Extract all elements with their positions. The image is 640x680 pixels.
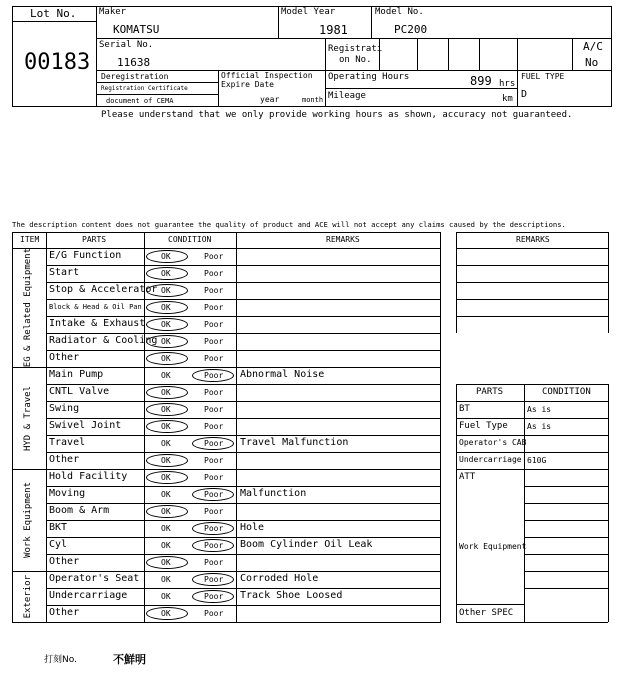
table-rule	[456, 248, 608, 249]
group-label: EG & Related Equipment	[23, 248, 33, 368]
year-label: year	[260, 95, 280, 104]
maker-value: KOMATSU	[113, 23, 160, 36]
table-rule	[608, 232, 609, 333]
serial-label: Serial No.	[99, 40, 154, 50]
remark-text: Travel Malfunction	[240, 437, 349, 448]
hrs-label: hrs	[499, 79, 516, 89]
table-rule	[12, 469, 440, 470]
stamp-label: 打刻No.	[44, 655, 77, 665]
table-rule	[46, 554, 440, 555]
table-rule	[456, 435, 608, 436]
remarks-column-header: REMARKS	[326, 235, 360, 244]
part-name: Boom & Arm	[49, 505, 110, 516]
remark-text: Hole	[240, 522, 265, 533]
poor-option[interactable]: Poor	[204, 337, 224, 346]
table-rule	[46, 418, 440, 419]
ok-selected-circle	[146, 420, 188, 433]
table-rule	[236, 232, 237, 623]
table-rule	[46, 350, 440, 351]
table-rule	[46, 537, 440, 538]
table-rule	[12, 232, 13, 623]
right-part-name: BT	[459, 404, 470, 414]
poor-option[interactable]: Poor	[204, 558, 224, 567]
poor-selected-circle	[192, 573, 234, 586]
table-rule	[456, 265, 608, 266]
right-part-name: Operator's CAB	[459, 438, 527, 447]
poor-option[interactable]: Poor	[204, 286, 224, 295]
right-condition-value: 610G	[527, 456, 547, 465]
table-rule	[456, 604, 524, 605]
inspection-label: Official Inspection	[221, 71, 313, 80]
ok-option[interactable]: OK	[161, 541, 171, 550]
ac-label: A/C	[583, 40, 603, 53]
part-name: Other	[49, 556, 80, 567]
ok-option[interactable]: OK	[161, 609, 171, 618]
group-label: Exterior	[23, 574, 33, 619]
maker-label: Maker	[99, 7, 127, 17]
part-name: Other	[49, 352, 80, 363]
table-rule	[456, 384, 457, 622]
poor-option[interactable]: Poor	[204, 592, 224, 601]
table-rule	[46, 605, 440, 606]
poor-selected-circle	[192, 522, 234, 535]
poor-option[interactable]: Poor	[204, 303, 224, 312]
poor-option[interactable]: Poor	[204, 609, 224, 618]
right-condition-value: As is	[527, 422, 552, 431]
part-name: Block & Head & Oil Pan	[49, 303, 142, 311]
ok-option[interactable]: OK	[161, 354, 171, 363]
ok-selected-circle	[146, 335, 188, 348]
ok-selected-circle	[146, 301, 188, 314]
registration-label: Registrati	[328, 44, 383, 54]
table-rule	[524, 520, 608, 521]
table-rule	[456, 384, 608, 385]
table-rule	[46, 299, 440, 300]
ok-option[interactable]: OK	[161, 456, 171, 465]
poor-option[interactable]: Poor	[204, 371, 224, 380]
table-rule	[46, 486, 440, 487]
right-condition-value: As is	[527, 405, 552, 414]
ok-selected-circle	[146, 471, 188, 484]
poor-option[interactable]: Poor	[204, 575, 224, 584]
lot-label: Lot No.	[30, 7, 77, 20]
right-remarks-header: REMARKS	[516, 235, 550, 244]
deregistration-label: Deregistration	[101, 72, 169, 81]
fuel-type-label: FUEL TYPE	[521, 72, 565, 81]
ok-selected-circle	[146, 318, 188, 331]
serial-value: 11638	[117, 56, 151, 69]
poor-option[interactable]: Poor	[204, 405, 224, 414]
model-no-value: PC200	[394, 23, 428, 36]
table-rule	[456, 232, 457, 333]
poor-option[interactable]: Poor	[204, 252, 224, 261]
poor-option[interactable]: Poor	[204, 473, 224, 482]
poor-selected-circle	[192, 539, 234, 552]
month-label: month	[302, 96, 324, 104]
table-rule	[456, 282, 608, 283]
part-name: Undercarriage	[49, 590, 128, 601]
table-rule	[12, 571, 440, 572]
part-name: Hold Facility	[49, 471, 128, 482]
table-rule	[524, 503, 608, 504]
ac-value: No	[585, 56, 599, 69]
other-spec-label: Other SPEC	[459, 608, 514, 618]
poor-option[interactable]: Poor	[204, 439, 224, 448]
part-name: Start	[49, 267, 80, 278]
poor-option[interactable]: Poor	[204, 490, 224, 499]
reg-cert-label: Registration Certificate	[101, 85, 188, 92]
table-rule	[46, 401, 440, 402]
model-no-label: Model No.	[375, 7, 424, 17]
ok-option[interactable]: OK	[161, 422, 171, 431]
table-rule	[12, 367, 440, 368]
ok-option[interactable]: OK	[161, 575, 171, 584]
table-rule	[524, 537, 608, 538]
ok-option[interactable]: OK	[161, 405, 171, 414]
part-name: Main Pump	[49, 369, 104, 380]
ok-option[interactable]: OK	[161, 269, 171, 278]
poor-selected-circle	[192, 488, 234, 501]
disclaimer: The description content does not guarantee the quality of product and ACE will not accept any claims caused by the descriptions.	[12, 220, 566, 229]
ok-selected-circle	[146, 505, 188, 518]
table-rule	[46, 520, 440, 521]
remark-text: Track Shoe Loosed	[240, 590, 343, 601]
group-label: HYD & Travel	[23, 385, 33, 451]
part-name: BKT	[49, 522, 68, 533]
table-rule	[524, 486, 608, 487]
table-rule	[524, 554, 608, 555]
ok-option[interactable]: OK	[161, 592, 171, 601]
table-rule	[12, 622, 440, 623]
poor-option[interactable]: Poor	[204, 388, 224, 397]
right-condition-header: CONDITION	[542, 387, 591, 397]
table-rule	[456, 401, 608, 402]
right-part-name: ATT	[459, 472, 476, 482]
table-rule	[456, 316, 608, 317]
table-rule	[456, 299, 608, 300]
table-rule	[46, 588, 440, 589]
item-column-header: ITEM	[20, 235, 40, 244]
stamp-value: 不鮮明	[113, 653, 146, 666]
part-name: CNTL Valve	[49, 386, 110, 397]
ok-option[interactable]: OK	[161, 371, 171, 380]
ok-option[interactable]: OK	[161, 337, 171, 346]
ok-selected-circle	[146, 556, 188, 569]
poor-option[interactable]: Poor	[204, 422, 224, 431]
poor-option[interactable]: Poor	[204, 541, 224, 550]
part-name: Moving	[49, 488, 86, 499]
part-name: Other	[49, 454, 80, 465]
ok-selected-circle	[146, 386, 188, 399]
ok-selected-circle	[146, 250, 188, 263]
ok-option[interactable]: OK	[161, 507, 171, 516]
table-rule	[524, 588, 608, 589]
table-rule	[46, 333, 440, 334]
ok-option[interactable]: OK	[161, 439, 171, 448]
model-year-label: Model Year	[281, 7, 336, 17]
ok-selected-circle	[146, 267, 188, 280]
lot-number: 00183	[24, 50, 91, 75]
table-rule	[524, 571, 608, 572]
poor-option[interactable]: Poor	[204, 456, 224, 465]
table-rule	[440, 232, 441, 623]
operating-hours-label: Operating Hours	[328, 72, 410, 82]
part-name: Swing	[49, 403, 80, 414]
ok-option[interactable]: OK	[161, 388, 171, 397]
poor-option[interactable]: Poor	[204, 354, 224, 363]
remark-text: Corroded Hole	[240, 573, 319, 584]
right-part-name: Fuel Type	[459, 421, 508, 431]
table-rule	[46, 452, 440, 453]
group-label: Work Equipment	[23, 482, 33, 559]
ok-option[interactable]: OK	[161, 303, 171, 312]
part-name: Swivel Joint	[49, 420, 122, 431]
table-rule	[46, 316, 440, 317]
table-rule	[46, 435, 440, 436]
work-equipment-label: Work Equipment	[459, 542, 527, 551]
table-rule	[456, 622, 608, 623]
hours-accuracy-note: Please understand that we only provide working hours as shown, accuracy not guaranteed.	[101, 110, 573, 120]
part-name: Intake & Exhaust	[49, 318, 146, 329]
ok-selected-circle	[146, 352, 188, 365]
part-name: E/G Function	[49, 250, 122, 261]
poor-option[interactable]: Poor	[204, 320, 224, 329]
ok-selected-circle	[146, 454, 188, 467]
part-name: Operator's Seat	[49, 573, 140, 584]
table-rule	[456, 418, 608, 419]
model-year-value: 1981	[319, 23, 348, 37]
ok-option[interactable]: OK	[161, 286, 171, 295]
poor-selected-circle	[192, 437, 234, 450]
table-rule	[456, 452, 608, 453]
table-rule	[456, 232, 608, 233]
poor-option[interactable]: Poor	[204, 507, 224, 516]
table-rule	[608, 384, 609, 622]
cema-label: document of CEMA	[106, 97, 174, 105]
table-rule	[46, 282, 440, 283]
ok-option[interactable]: OK	[161, 252, 171, 261]
ok-option[interactable]: OK	[161, 524, 171, 533]
ok-option[interactable]: OK	[161, 558, 171, 567]
table-rule	[12, 232, 440, 233]
remark-text: Malfunction	[240, 488, 307, 499]
operating-hours-value: 899	[470, 74, 492, 88]
ok-option[interactable]: OK	[161, 320, 171, 329]
remark-text: Boom Cylinder Oil Leak	[240, 539, 373, 550]
poor-selected-circle	[192, 369, 234, 382]
ok-selected-circle	[146, 607, 188, 620]
right-part-name: Undercarriage	[459, 455, 522, 464]
remark-text: Abnormal Noise	[240, 369, 325, 380]
poor-option[interactable]: Poor	[204, 269, 224, 278]
parts-column-header: PARTS	[82, 235, 107, 244]
ok-option[interactable]: OK	[161, 473, 171, 482]
table-rule	[46, 384, 440, 385]
part-name: Travel	[49, 437, 86, 448]
condition-column-header: CONDITION	[168, 235, 212, 244]
poor-selected-circle	[192, 590, 234, 603]
table-rule	[46, 503, 440, 504]
part-name: Radiator & Cooling	[49, 335, 158, 346]
table-rule	[46, 232, 47, 623]
fuel-type-value: D	[521, 89, 528, 100]
ok-selected-circle	[146, 284, 188, 297]
part-name: Cyl	[49, 539, 68, 550]
part-name: Stop & Accelerator	[49, 284, 158, 295]
ok-selected-circle	[146, 403, 188, 416]
km-label: km	[502, 94, 513, 104]
inspection-label-2: Expire Date	[221, 80, 274, 89]
right-parts-header: PARTS	[476, 387, 504, 397]
part-name: Other	[49, 607, 80, 618]
table-rule	[456, 469, 608, 470]
registration-label-2: on No.	[339, 55, 372, 65]
poor-option[interactable]: Poor	[204, 524, 224, 533]
table-rule	[46, 265, 440, 266]
mileage-label: Mileage	[328, 91, 366, 101]
ok-option[interactable]: OK	[161, 490, 171, 499]
table-rule	[12, 248, 440, 249]
